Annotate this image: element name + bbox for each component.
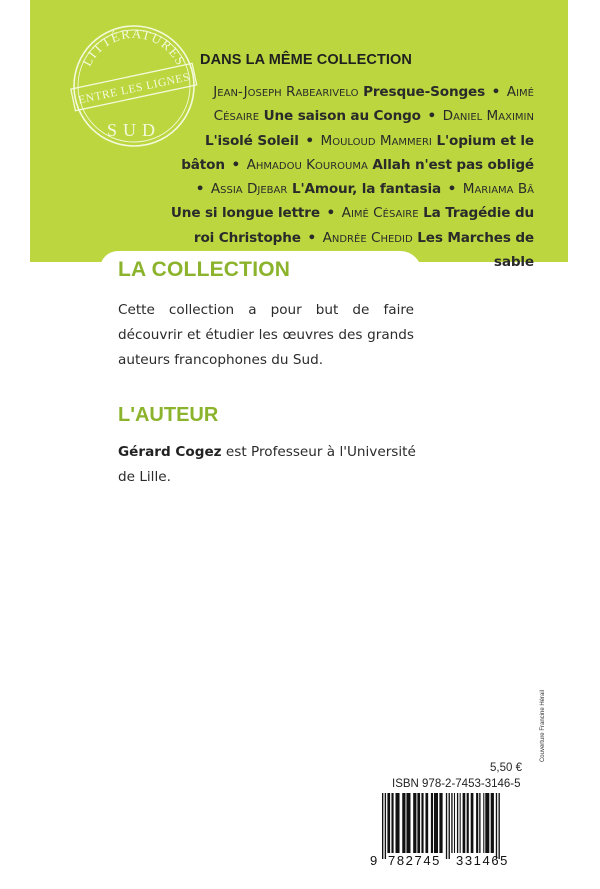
book-title: La Tragédie du roi Christophe bbox=[193, 205, 534, 246]
barcode-digits-left: 782745 bbox=[388, 853, 441, 866]
collection-heading: LA COLLECTION bbox=[118, 258, 291, 281]
author-description bbox=[118, 440, 418, 490]
author-heading: L'AUTEUR bbox=[118, 404, 219, 426]
barcode-guard bbox=[382, 793, 383, 859]
book-title: Allah n'est pas obligé bbox=[372, 156, 534, 173]
barcode-bar bbox=[391, 793, 393, 853]
book-author: Mouloud Mammeri bbox=[320, 132, 432, 149]
book-author: Andrée Chedid bbox=[322, 229, 413, 246]
barcode-bar bbox=[431, 793, 433, 853]
price: 5,50 € bbox=[490, 762, 522, 774]
list-separator: • bbox=[491, 84, 501, 100]
barcode-bar bbox=[460, 793, 461, 853]
author-bio: est Professeur à l'Université de Lille. bbox=[118, 444, 416, 485]
barcode-bar bbox=[396, 793, 400, 853]
isbn: ISBN 978-2-7453-3146-5 bbox=[392, 778, 521, 790]
barcode-bar bbox=[476, 793, 478, 853]
barcode-bar bbox=[467, 793, 469, 853]
book-title: L'isolé Soleil bbox=[205, 132, 299, 149]
book-author: Daniel Maximin bbox=[442, 108, 534, 125]
book-author: Ahmadou Kourouma bbox=[246, 156, 368, 173]
barcode-guard bbox=[499, 793, 500, 859]
book-title: L'Amour, la fantasia bbox=[291, 181, 441, 198]
cover-credit-text: Couverture Francine Hérail bbox=[540, 690, 546, 763]
book-author: Aimé Césaire bbox=[213, 84, 534, 125]
isbn-barcode bbox=[370, 793, 526, 866]
book-title: Presque-Songes bbox=[363, 84, 486, 100]
book-title: Une saison au Congo bbox=[263, 108, 421, 125]
author-name: Gérard Cogez bbox=[118, 444, 222, 460]
barcode-guard bbox=[496, 793, 497, 859]
barcode-bar bbox=[425, 793, 428, 853]
barcode-bar bbox=[454, 793, 455, 853]
book-title: Une si longue lettre bbox=[170, 205, 320, 222]
barcode-bar bbox=[471, 793, 474, 853]
stamp-arc-top: LITTÉRATURES bbox=[79, 25, 189, 69]
barcode-bar bbox=[463, 793, 466, 853]
book-author: Aimé Césaire bbox=[341, 205, 419, 222]
barcode-bar bbox=[439, 793, 442, 853]
list-separator: • bbox=[326, 205, 336, 222]
barcode-bar bbox=[491, 793, 494, 853]
book-title: Les Marches de sable bbox=[417, 229, 534, 271]
barcode-guard bbox=[449, 793, 450, 859]
svg-text:LITTÉRATURES bbox=[79, 26, 189, 69]
list-separator: • bbox=[305, 132, 314, 149]
cover-credit bbox=[540, 690, 554, 798]
barcode-guard bbox=[385, 793, 386, 859]
list-separator: • bbox=[307, 229, 316, 246]
collection-description: Cette collection a pour but de faire découvrir et étudier les œuvres des grands auteurs francophones du Sud. bbox=[118, 302, 414, 368]
barcode-bar bbox=[413, 793, 416, 853]
book-author: Mariama Bâ bbox=[462, 181, 534, 198]
barcode-digit-first: 9 bbox=[370, 853, 379, 866]
list-separator: • bbox=[427, 108, 437, 125]
barcode-bar bbox=[451, 793, 452, 853]
barcode-bar bbox=[483, 793, 484, 853]
barcode-bar bbox=[402, 793, 405, 853]
list-separator: • bbox=[447, 181, 457, 198]
stamp-arc-bottom: SUD bbox=[106, 120, 162, 140]
list-separator: • bbox=[195, 181, 205, 198]
book-author: Assia Djebar bbox=[210, 181, 288, 198]
barcode-bar bbox=[434, 793, 438, 853]
book-author: Jean-Joseph Rabearivelo bbox=[213, 84, 359, 100]
barcode-bar bbox=[457, 793, 458, 853]
barcode-bar bbox=[387, 793, 390, 853]
barcode-bar bbox=[406, 793, 410, 853]
barcode-bar bbox=[485, 793, 489, 853]
same-collection-list bbox=[166, 80, 534, 274]
list-separator: • bbox=[231, 156, 241, 173]
barcode-digits-right: 331465 bbox=[456, 853, 509, 866]
barcode-bar bbox=[421, 793, 423, 853]
barcode-bar bbox=[479, 793, 480, 853]
stamp-band-text: ENTRE LES LIGNES bbox=[77, 71, 192, 107]
barcode-guard bbox=[446, 793, 447, 859]
book-title: L'opium et le bâton bbox=[181, 132, 534, 173]
barcode-bar bbox=[417, 793, 420, 853]
same-collection-heading: DANS LA MÊME COLLECTION bbox=[200, 52, 413, 68]
